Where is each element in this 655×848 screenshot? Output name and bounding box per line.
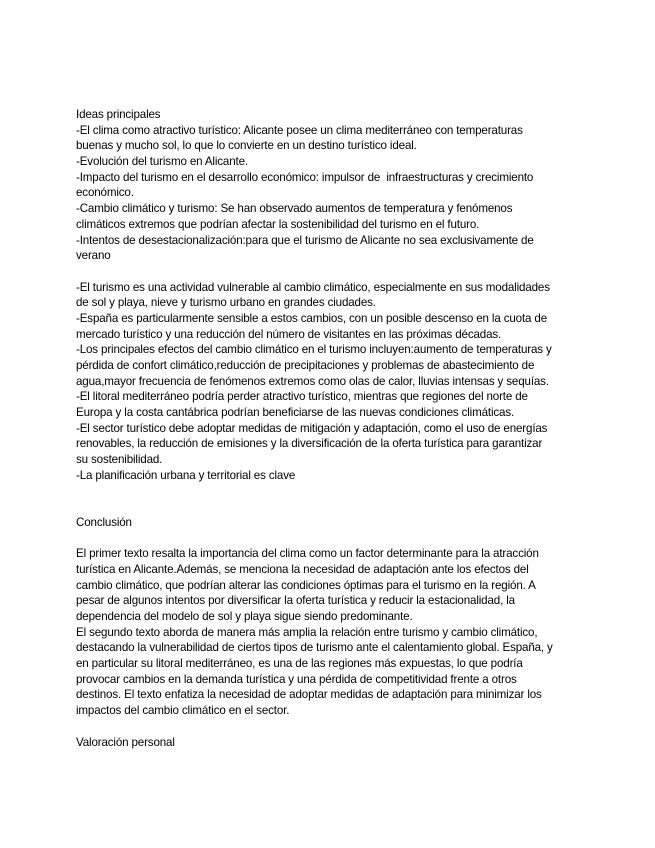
ideas2-line: -La planificación urbana y territorial es clave <box>76 468 296 482</box>
ideas2-line: -El turismo es una actividad vulnerable al cambio climático, especialmente en sus modalidades <box>76 280 550 294</box>
valoracion-heading: Valoración personal <box>76 735 175 749</box>
ideas-line: -Impacto del turismo en el desarrollo económico: impulsor de infraestructuras y crecimiento <box>76 170 534 184</box>
blank-line <box>76 531 586 547</box>
ideas-line: -Cambio climático y turismo: Se han observado aumentos de temperatura y fenómenos <box>76 202 513 216</box>
conclusion-line: provocar cambios en la demanda turística y una pérdida de competitividad frente a otros <box>76 672 517 686</box>
ideas-section <box>76 107 586 264</box>
ideas2-line: -Los principales efectos del cambio climático en el turismo incluyen:aumento de temperaturas y <box>76 343 552 357</box>
valoracion-section <box>76 735 586 751</box>
ideas2-line: -El litoral mediterráneo podría perder atractivo turístico, mientras que regiones del norte de <box>76 390 528 404</box>
conclusion-section <box>76 515 586 719</box>
conclusion-line: turística en Alicante.Además, se menciona la necesidad de adaptación ante los efectos del <box>76 562 529 576</box>
conclusion-line: El segundo texto aborda de manera más amplia la relación entre turismo y cambio climático, <box>76 625 538 639</box>
ideas-line: climáticos extremos que podrían afectar la sostenibilidad del turismo en el futuro. <box>76 217 480 231</box>
conclusion-line: pesar de algunos intentos por diversificar la oferta turística y reducir la estacionalidad, la <box>76 594 515 608</box>
conclusion-line: impactos del cambio climático en el sector. <box>76 704 290 718</box>
document-body <box>76 107 586 750</box>
ideas2-line: renovables, la reducción de emisiones y la diversificación de la oferta turística para garantizar <box>76 437 543 451</box>
conclusion-line: El primer texto resalta la importancia del clima como un factor determinante para la atracción <box>76 547 539 561</box>
ideas2-line: agua,mayor frecuencia de fenómenos extremos como olas de calor, lluvias intensas y sequías. <box>76 374 549 388</box>
ideas-line: -Evolución del turismo en Alicante. <box>76 155 248 169</box>
ideas-line: -El clima como atractivo turístico: Alicante posee un clima mediterráneo con temperaturas <box>76 123 523 137</box>
ideas2-line: de sol y playa, nieve y turismo urbano en grandes ciudades. <box>76 296 376 310</box>
conclusion-line: cambio climático, que podrían alterar las condiciones óptimas para el turismo en la región. A <box>76 578 536 592</box>
conclusion-line: dependencia del modelo de sol y playa sigue siendo predominante. <box>76 610 413 624</box>
ideas2-line: mercado turístico y una reducción del número de visitantes en las próximas décadas. <box>76 327 502 341</box>
ideas-line: económico. <box>76 186 134 200</box>
ideas-heading: Ideas principales <box>76 108 161 121</box>
blank-lines <box>76 484 586 515</box>
conclusion-heading: Conclusión <box>76 515 132 529</box>
ideas-line: verano <box>76 249 111 263</box>
ideas-section-2 <box>76 280 586 484</box>
ideas2-line: -El sector turístico debe adoptar medidas de mitigación y adaptación, como el uso de energías <box>76 421 548 435</box>
ideas2-line: su sostenibilidad. <box>76 453 163 467</box>
ideas-line: buenas y mucho sol, lo que lo convierte en un destino turístico ideal. <box>76 139 417 153</box>
ideas2-line: pérdida de confort climático,reducción de precipitaciones y problemas de abastecimiento de <box>76 359 535 372</box>
ideas-line: -Intentos de desestacionalización:para que el turismo de Alicante no sea exclusivamente de <box>76 233 534 247</box>
conclusion-line: destacando la vulnerabilidad de ciertos tipos de turismo ante el calentamiento global. España, y <box>76 641 553 655</box>
conclusion-line: en particular su litoral mediterráneo, es una de las regiones más expuestas, lo que podría <box>76 657 523 671</box>
conclusion-line: destinos. El texto enfatiza la necesidad de adoptar medidas de adaptación para minimizar los <box>76 688 542 702</box>
ideas2-line: -España es particularmente sensible a estos cambios, con un posible descenso en la cuota de <box>76 311 548 325</box>
ideas2-line: Europa y la costa cantábrica podrían beneficiarse de las nuevas condiciones climáticas. <box>76 406 515 420</box>
blank-line <box>76 719 586 735</box>
blank-line <box>76 264 586 280</box>
